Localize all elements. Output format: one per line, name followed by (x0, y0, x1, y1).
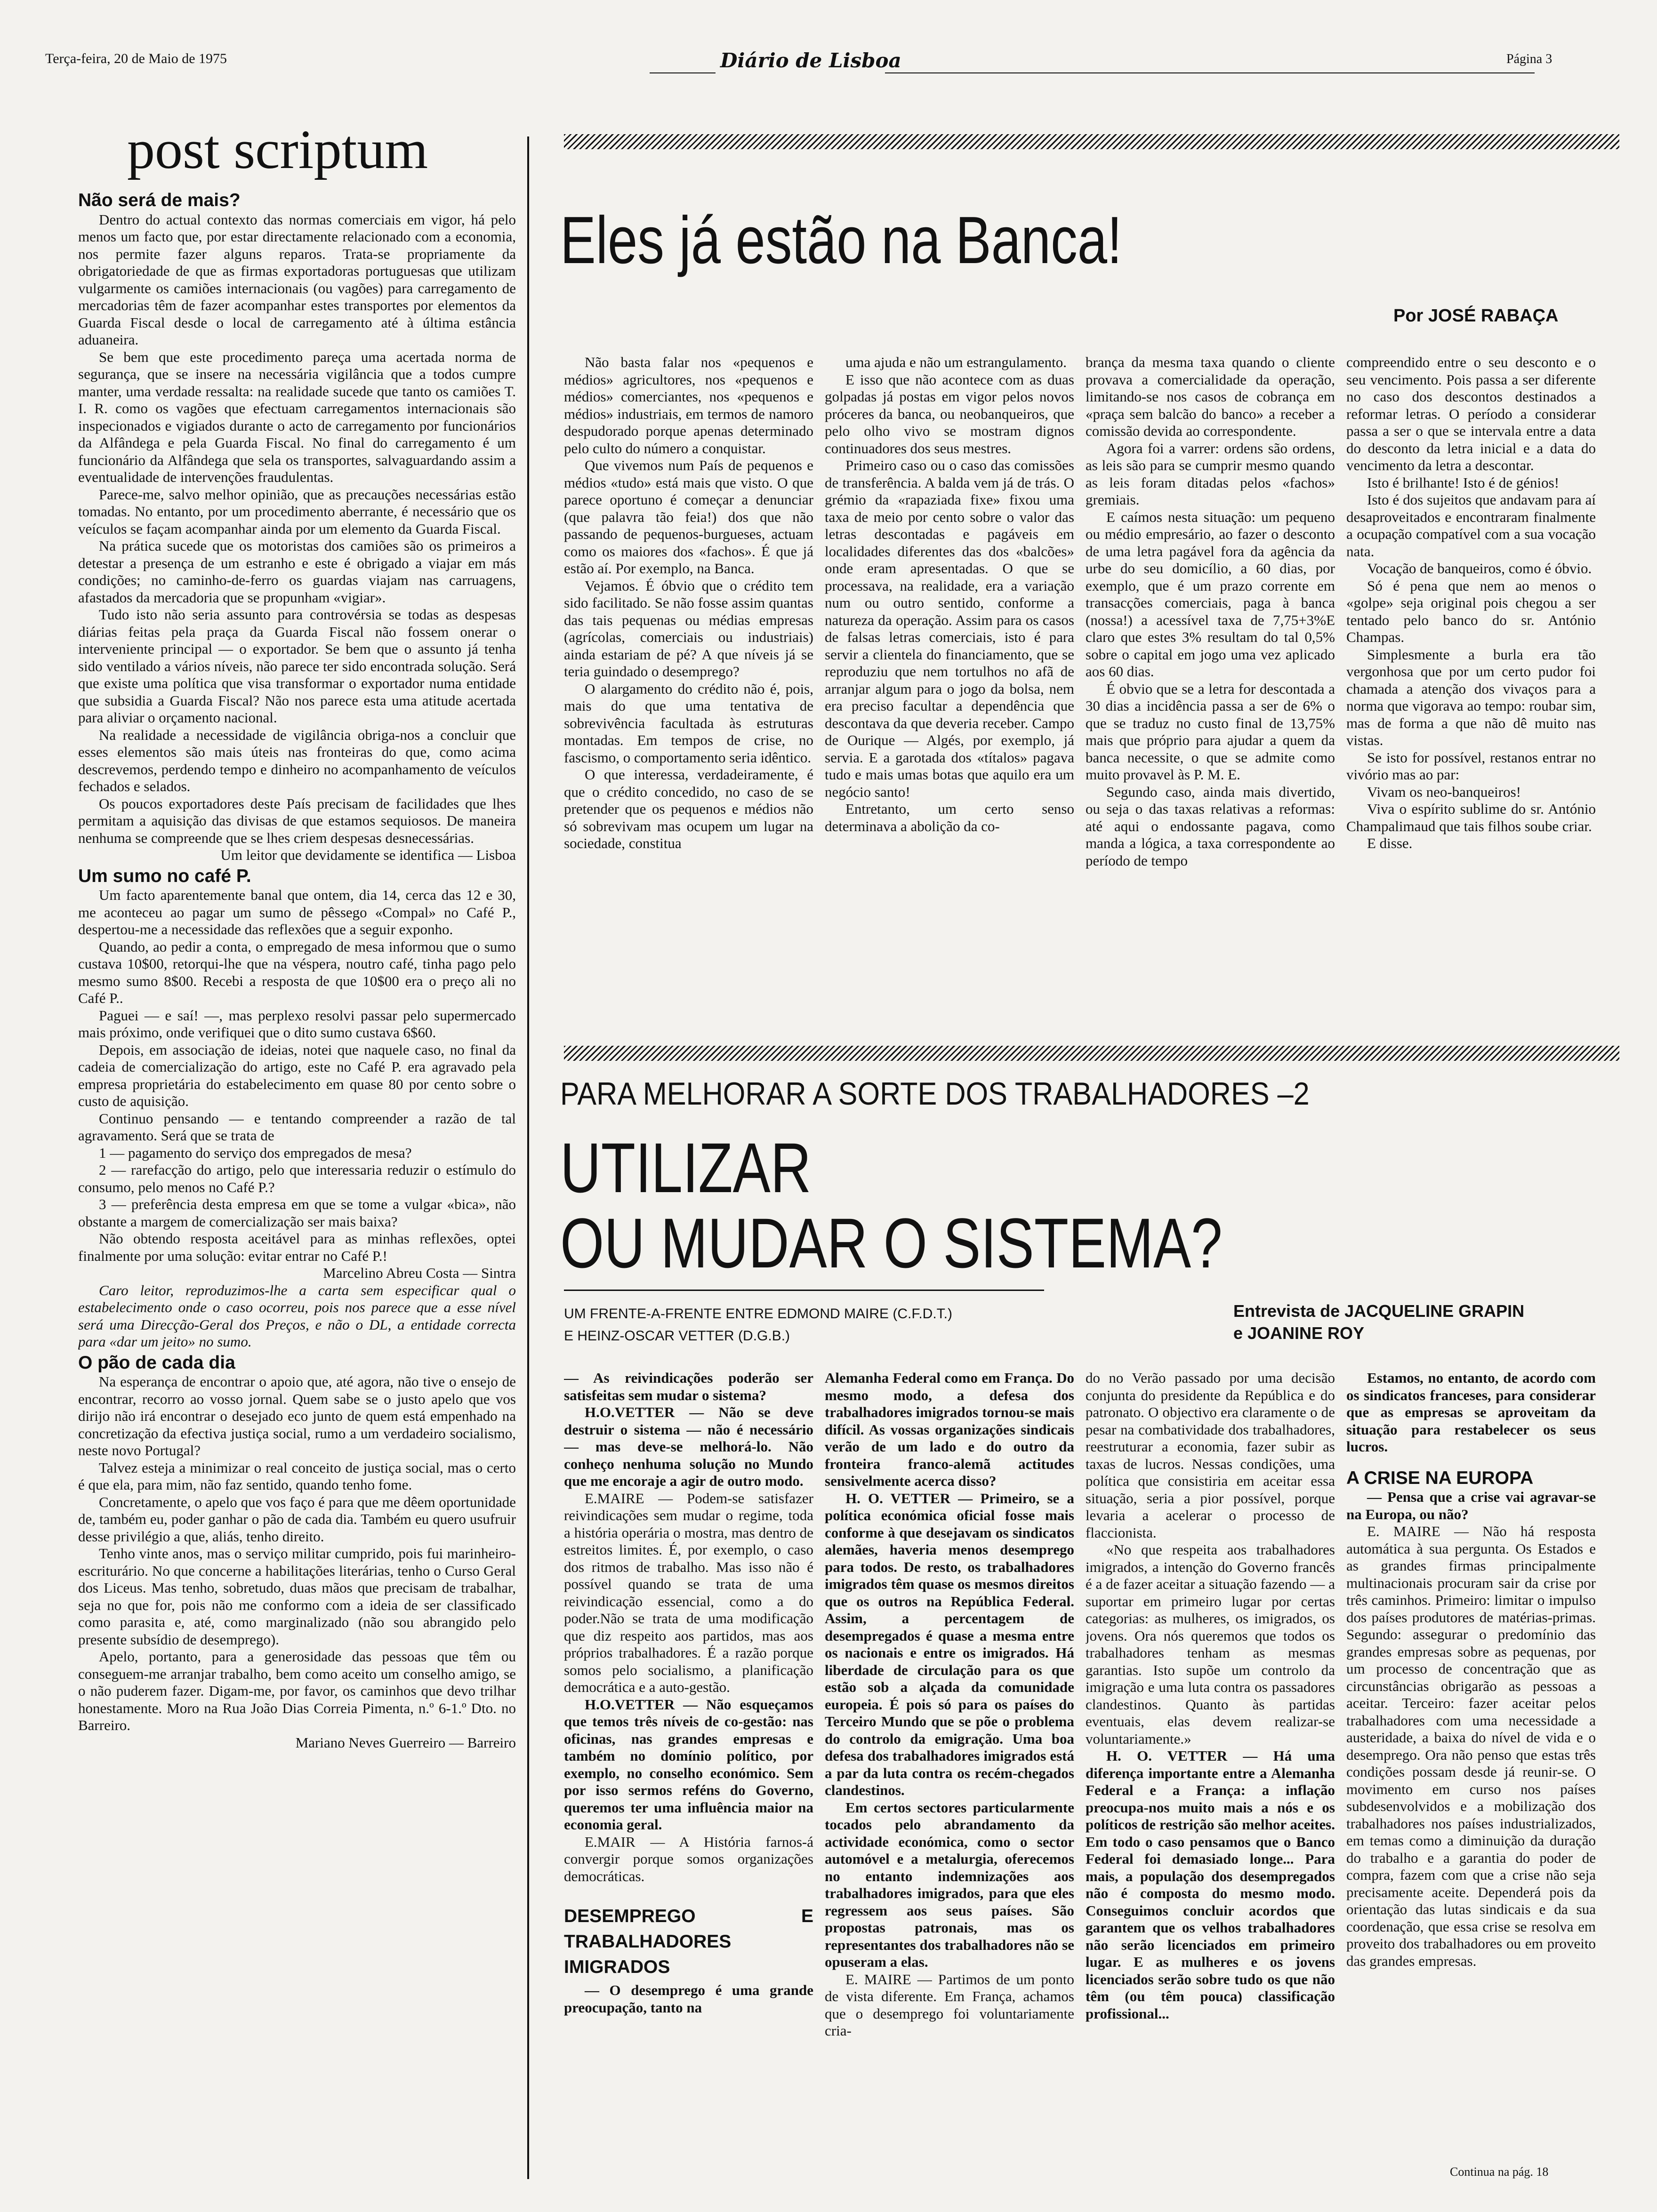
postscriptum-paragraph: Talvez esteja a minimizar o real conceito de justiça social, mas o certo é que ela, para mim, não faz sentido, quando tenho fome. (78, 1459, 516, 1493)
editor-note: Caro leitor, reproduzimos-lhe a carta sem especificar qual o estabelecimento onde o caso ocorreu, pois nos parece que a esse nível será uma Direcção-Geral dos Preços, e não o DL, a entidade correcta para «dar um jeito» no sumo. (78, 1282, 516, 1350)
sistema-paragraph: — O desemprego é uma grande preocupação, tanto na (564, 1982, 813, 2016)
postscriptum-paragraph: Na prática sucede que os motoristas dos camiões são os primeiros a detestar a presença de um estranho e este é obrigado a viajar em más condições; no caminho-de-ferro os guardas viajam nas carruagens, afastados da mercadoria que se propunham «vigiar». (78, 537, 516, 606)
postscriptum-paragraph: Tenho vinte anos, mas o serviço militar cumprido, pois fui marinheiro-escriturário. No que concerne a habilitações literárias, tenho o Curso Geral dos Liceus. Mas tenho, sobretudo, duas mãos que precisam de trabalhar, seja no que for, pois não me conformo com a ideia de ser classificado como parasita e, até, como marginalizado (não sou abrangido pelo presente subsídio de desemprego). (78, 1545, 516, 1648)
sistema-deck-line1: UM FRENTE-A-FRENTE ENTRE EDMOND MAIRE (C.F.D.T.) (564, 1306, 952, 1322)
postscriptum-paragraph: 1 — pagamento do serviço dos empregados de mesa? (99, 1144, 412, 1161)
postscriptum-paragraph: Na realidade a necessidade de vigilância obriga-nos a concluir que esses elementos são mais úteis nas fronteiras do que, como acima descrevemos, perdendo tempo e dinheiro no acompanhamento de veículos fechados e selados. (78, 726, 516, 794)
banca-paragraph: Se isto for possível, restanos entrar no vivório mas ao par: (1346, 749, 1596, 783)
sistema-paragraph: H.O.VETTER — Não esqueçamos que temos três níveis de co-gestão: nas oficinas, nas grandes empresas e também no domínio político, por exemplo, no conselho económico. Sem por isso sermos reféns do Governo, queremos ter uma influência maior na economia geral. (564, 1696, 813, 1833)
banca-paragraph: Não basta falar nos «pequenos e médios» agricultores, nos «pequenos e médios» comerciantes, nos «pequenos e médios» industriais, em termos de namoro despudorado porque apenas determinado pelo culto do número a conquistar. (564, 354, 813, 457)
postscriptum-paragraph: Tudo isto não seria assunto para controvérsia se todas as despesas diárias feitas pela praça da Guarda Fiscal não fossem onerar o interveniente principal — o exportador. Se bem que o assunto já tenha sido ventilado a vários níveis, não parece ter sido encontrada solução. Será que existe uma política que visa transformar o exportador numa entidade que subsidia a Guarda Fiscal? Não nos parece esta uma atitude acertada para aliviar o orçamento nacional. (78, 606, 516, 726)
sistema-paragraph: E.MAIRE — Podem-se satisfazer reivindicações sem mudar o regime, toda a história operária o mostra, mas dentro de estreitos limites. É, por exemplo, o caso dos ritmos de trabalho. Mas isso não é possível quando se trata de uma reivindicação essencial, como a do poder.Não se trata de uma modificação que diz respeito aos partidos, mas aos próprios trabalhadores. É a razão porque somos pelo socialismo, a planificação democrática e a auto-gestão. (564, 1490, 813, 1695)
column-divider (527, 136, 529, 2179)
postscriptum-paragraph: 3 — preferência desta empresa em que se tome a vulgar «bica», não obstante a margem de comercialização ser mais baixa? (78, 1196, 516, 1230)
postscriptum-s2-signature: Marcelino Abreu Costa — Sintra (323, 1265, 516, 1281)
sistema-col-3 (1086, 1370, 1335, 2179)
postscriptum-paragraph: Concretamente, o apelo que vos faço é para que me dêem oportunidade de, também eu, poder ganhar o pão de cada dia. Também eu quero usufruir desse privilégio a que, aliás, tenho direito. (78, 1493, 516, 1545)
banca-paragraph: Segundo caso, ainda mais divertido, ou seja o das taxas relativas a reformas: até aqui o endossante pagava, como manda a lógica, a taxa correspondente ao período de tempo (1086, 783, 1335, 869)
banca-paragraph: compreendido entre o seu desconto e o seu vencimento. Pois passa a ser diferente no caso dos descontos destinados a reformar letras. O período a considerar passa a ser o que se intervala entre a data do desconto da letra inicial e a data do vencimento da letra a descontar. (1346, 354, 1596, 473)
page-number: Página 3 (1506, 52, 1552, 66)
continua-note: Continua na pág. 18 (1450, 2165, 1549, 2179)
sistema-paragraph: E.MAIR — A História farnos-á convergir porque somos organizações democráticas. (564, 1833, 813, 1884)
banca-paragraph: Entretanto, um certo senso determinava a abolição da co- (825, 801, 1074, 834)
postscriptum-title: post scriptum (127, 119, 428, 180)
sistema-paragraph: Em certos sectores particularmente tocados pelo abrandamento da actividade económica, como o sector automóvel e a metalurgia, oferecemos no entanto indemnizações aos trabalhadores imigrados, para que eles regressem aos seus países. São propostas patronais, mas os representantes dos trabalhadores não se opuseram a elas. (825, 1799, 1074, 1970)
postscriptum-s3-signature: Mariano Neves Guerreiro — Barreiro (295, 1734, 516, 1751)
sistema-paragraph: Estamos, no entanto, de acordo com os sindicatos franceses, para considerar que as empresas se aproveitam da situação para restabelecer os seus lucros. (1346, 1370, 1596, 1455)
banca-paragraph: Simplesmente a burla era tão vergonhosa que por um certo pudor foi chamada a atenção dos vivaços para a norma que vigorava ao tempo: roubar sim, mas de forma a que não dê muito nas vistas. (1346, 646, 1596, 748)
banca-paragraph: Que vivemos num País de pequenos e médios «tudo» está mais que visto. O que parece oportuno é começar a denunciar (que palavra tão feia!) dos que não passando de pequenos-burgueses, actuam como os maiores dos «fachos». É que já estão aí. Por exemplo, na Banca. (564, 457, 813, 577)
sistema-paragraph: — As reivindicações poderão ser satisfeitas sem mudar o sistema? (564, 1370, 813, 1403)
banca-paragraph: uma ajuda e não um estrangulamento. (845, 354, 1067, 370)
banca-byline: Por JOSÉ RABAÇA (1393, 306, 1559, 326)
banca-col-4 (1346, 354, 1596, 1032)
sistema-credit-line2: e JOANINE ROY (1233, 1323, 1365, 1343)
deck-rule (564, 1290, 1044, 1291)
masthead: Diário de Lisboa (720, 49, 901, 72)
banca-paragraph: Primeiro caso ou o caso das comissões de transferência. A balda vem já de trás. O grémio da «rapaziada fixe» fixou uma taxa de meio por cento sobre o valor das letras descontadas e pagáveis em localidades diferentes das dos «balcões» onde eram apresentadas. O que se processava, na realidade, era a variação num ou outro sentido, conforme a natureza da operação. Assim para os casos de falsas letras comerciais, isto é para servir a clientela do financiamento, que se reproduziu que nem tortulhos no afã de arranjar algum para o jogo da bolsa, nem era preciso facultar a dependência que descontava da que deveria receber. Campo de Ourique — Algés, por exemplo, já servia. E a garotada dos «títalos» pagava tudo e mais umas botas que aquilo era um negócio santo! (825, 457, 1074, 800)
sistema-paragraph: Alemanha Federal como em França. Do mesmo modo, a defesa dos trabalhadores imigrados tornou-se mais difícil. As vossas organizações sindicais verão de um lado e do outro da fronteira franco-alemã actitudes sensivelmente acerca disso? (825, 1370, 1074, 1489)
sistema-deck-line2: E HEINZ-OSCAR VETTER (D.G.B.) (564, 1328, 790, 1344)
postscriptum-paragraph: Paguei — e saí! —, mas perplexo resolvi passar pelo supermercado mais próximo, onde verifiquei que o dito sumo custava 6$60. (78, 1007, 516, 1041)
sistema-col-4 (1346, 1370, 1596, 2160)
sistema-paragraph: H.O.VETTER — Não se deve destruir o sistema — não é necessário — mas deve-se melhorá-lo. Não conheço nenhuma solução no Mundo que me encoraje a agir de outro modo. (564, 1404, 813, 1489)
banca-paragraph: E disse. (1367, 835, 1413, 851)
postscriptum-paragraph: Parece-me, salvo melhor opinião, que as precauções necessárias estão tomadas. No entanto, por um procedimento aberrante, é necessário que os veículos se façam acompanhar ainda por um elemento da Guarda Fiscal. (78, 486, 516, 537)
postscriptum-paragraph: 2 — rarefacção do artigo, pelo que interessaria reduzir o estímulo do consumo, pelo menos no Café P.? (78, 1162, 516, 1195)
postscriptum-s1-signature: Um leitor que devidamente se identifica — Lisboa (220, 847, 516, 863)
banca-top-hatch (564, 134, 1619, 149)
banca-paragraph: O alargamento do crédito não é, pois, mais do que uma tentativa de sobrevivência facultada às estruturas montadas. Em tempos de crise, no fascismo, o comportamento seria idêntico. (564, 680, 813, 766)
header-rule-right (885, 72, 1535, 73)
banca-paragraph: Agora foi a varrer: ordens são ordens, as leis são para se cumprir mesmo quando as leis foram ditadas pelos «fachos» gremiais. (1086, 440, 1335, 508)
banca-col-2 (825, 354, 1074, 1032)
postscriptum-paragraph: Continuo pensando — e tentando compreender a razão de tal agravamento. Será que se trata de (78, 1110, 516, 1144)
postscriptum-paragraph: Não obtendo resposta aceitável para as minhas reflexões, optei finalmente por uma solução: evitar entrar no Café P.! (78, 1230, 516, 1264)
header-rule-left (650, 72, 716, 73)
sistema-paragraph: — Pensa que a crise vai agravar-se na Europa, ou não? (1346, 1489, 1596, 1523)
postscriptum-paragraph: Dentro do actual contexto das normas comerciais em vigor, há pelo menos um facto que, por estar directamente relacionado com a economia, nos permite fazer alguns reparos. Trata-se propriamente da obrigatoriedade de que as firmas exportadoras portuguesas que utilizam vulgarmente os camiões internacionais (ou vagões) para carregamento de mercadorias têm de fazer acompanhar estes transportes por elementos da Guarda Fiscal desde o local de carregamento até à última estância aduaneira. (78, 211, 516, 348)
sistema-paragraph: E. MAIRE — Partimos de um ponto de vista diferente. Em França, achamos que o desemprego foi voluntariamente cria- (825, 1971, 1074, 2039)
banca-paragraph: E isso que não acontece com as duas golpadas já postas em vigor pelos novos próceres da banca, ou neobanqueiros, que pelo olho vivo se mostram dignos continuadores dos seus mestres. (825, 371, 1074, 457)
sistema-kicker: PARA MELHORAR A SORTE DOS TRABALHADORES –2 (560, 1076, 1310, 1112)
banca-paragraph: E caímos nesta situação: um pequeno ou médio empresário, ao fazer o desconto de uma letra pagável fora da agência da urbe do seu domicílio, a 60 dias, por exemplo, que é um prazo corrente em transacções comerciais, paga à banca (nossa!) a acessível taxa de 7,75+3%E claro que estes 3% resultam do tal 0,5% sobre o capital em jogo uma vez aplicado aos 60 dias. (1086, 508, 1335, 680)
postscriptum-paragraph: Os poucos exportadores deste País precisam de facilidades que lhes permitam a aquisição das divisas de que estamos sequiosos. De maneira nenhuma se compreende que se lhes criem despesas desnecessárias. (78, 795, 516, 846)
sistema-credit-line1: Entrevista de JACQUELINE GRAPIN (1233, 1301, 1525, 1321)
sistema-col-1 (564, 1370, 813, 2179)
banca-col-3 (1086, 354, 1335, 1032)
sistema-paragraph: H. O. VETTER — Há uma diferença importante entre a Alemanha Federal e a França: a inflação preocupa-nos muito mais a nós e os políticos de restrição são melhor aceites. Em todo o caso pensamos que o Banco Federal foi demasiado longe... Para mais, a população dos desempregados não é composta do mesmo modo. Conseguimos concluir acordos que garantem que os velhos trabalhadores não serão licenciados em primeiro lugar. E as mulheres e os jovens licenciados serão sobre tudo os que não têm (ou têm pouca) classificação profissional... (1086, 1747, 1335, 2022)
banca-paragraph: Só é pena que nem ao menos o «golpe» seja original pois chegou a ser tentado pelo banco do sr. António Champas. (1346, 577, 1596, 645)
banca-paragraph: Isto é brilhante! Isto é de génios! (1367, 474, 1560, 491)
banca-paragraph: brança da mesma taxa quando o cliente provava a comercialidade da operação, limitando-se nos casos de cobrança em «praça sem balcão do banco» a receber a comissão devida ao correspondente. (1086, 354, 1335, 439)
sistema-subhead-crise: A CRISE NA EUROPA (1346, 1467, 1534, 1488)
postscriptum-paragraph: Depois, em associação de ideias, notei que naquele caso, no final da cadeia de comercialização do artigo, este no Café P. era agravado pela empresa proprietária do estabelecimento em quase 80 por cento sobre o custo de aquisição. (78, 1041, 516, 1109)
postscriptum-paragraph: Apelo, portanto, para a generosidade das pessoas que têm ou conseguem-me arranjar trabalho, bem como aceito um conselho amigo, se o não puderem fazer. Digam-me, por favor, os caminhos que devo trilhar honestamente. Moro na Rua João Dias Correia Pimenta, n.º 6-1.º Dto. no Barreiro. (78, 1648, 516, 1733)
postscriptum-s3-title: O pão de cada dia (78, 1352, 235, 1373)
postscriptum-paragraph: Quando, ao pedir a conta, o empregado de mesa informou que o sumo custava 10$00, retorqui-lhe que na véspera, noutro café, tinha pago pelo mesmo sumo 8$00. Recebi a resposta de que 10$00 era o preço ali no Café P.. (78, 938, 516, 1006)
sistema-subhead-desemprego: DESEMPREGO E TRABALHADORES IMIGRADOS (564, 1906, 813, 1977)
sistema-paragraph: «No que respeita aos trabalhadores imigrados, a intenção do Governo francês é a de fazer aceitar a situação fazendo — a suportar em primeiro lugar por certas categorias: as mulheres, os imigrados, os jovens. Ora nós queremos que todos os trabalhadores tenham as mesmas garantias. Isto supõe um controlo da imigração e uma luta contra os passadores clandestinos. Quanto às partidas eventuais, elas devem realizar-se voluntariamente.» (1086, 1541, 1335, 1747)
banca-paragraph: Vocação de banqueiros, como é óbvio. (1367, 560, 1592, 577)
banca-paragraph: Vivam os neo-banqueiros! (1367, 783, 1521, 800)
sistema-paragraph: do no Verão passado por uma decisão conjunta do presidente da República e do patronato. O objectivo era claramente o de pesar na combatividade dos trabalhadores, reestruturar a economia, fazer subir as taxas de lucros. Nessas condições, uma política que consistiria em aceitar essa situação, seria a pior possível, porque levaria a acelerar o processo de flaccionista. (1086, 1370, 1335, 1541)
postscriptum-paragraph: Um facto aparentemente banal que ontem, dia 14, cerca das 12 e 30, me aconteceu ao pagar um sumo de pêssego «Compal» no Café P., despertou-me a necessidade das reflexões que a seguir exponho. (78, 887, 516, 938)
sistema-paragraph: E. MAIRE — Não há resposta automática à sua pergunta. Os Estados e as grandes firmas principalmente multinacionais procuram sair da crise por três caminhos. Primeiro: limitar o impulso dos países produtores de matérias-primas. Segundo: assegurar o predomínio das grandes empresas sobre as pequenas, por um processo de concentração que as circunstâncias obrigarão as pessoas a aceitar. Terceiro: fazer aceitar pelos trabalhadores com uma necessidade a austeridade, a baixa do nível de vida e o desemprego. Ora não penso que estas três condições possam desde já reunir-se. O movimento em curso nos países subdesenvolvidos e a mobilização dos trabalhadores nos países industrializados, em temas como a diminuição da duração do trabalho e a garantia do poder de compra, fazem com que a crise não seja precisamente aceite. Dependerá pois da orientação das lutas sindicais e da sua coordenação, que essa crise se resolva em proveito dos trabalhadores ou em proveito das grandes empresas. (1346, 1523, 1596, 1969)
sistema-top-hatch (564, 1046, 1619, 1061)
sistema-headline-line1: UTILIZAR (560, 1128, 812, 1207)
banca-paragraph: Isto é dos sujeitos que andavam para aí desaproveitados e encontraram finalmente a ocupação compatível com a sua vocação nata. (1346, 491, 1596, 560)
postscriptum-paragraph: Se bem que este procedimento pareça uma acertada norma de segurança, que se insere na necessária vigilância que a todos cumpre manter, uma verdade ressalta: na realidade sucede que tanto os camiões T. I. R. como os vagões que efectuam carregamentos internacionais são inspecionados e vigiados durante o acto de carregamento por funcionários da Alfândega e pela Guarda Fiscal. No final do carregamento é um funcionário da Alfândega que sela os transportes, salvaguardando assim a eventualidade de intervenções fraudulentas. (78, 348, 516, 485)
banca-col-1 (564, 354, 813, 1032)
banca-paragraph: O que interessa, verdadeiramente, é que o crédito concedido, no caso de se pretender que os pequenos e médios não só sobrevivam mas ocupem um lugar na sociedade, constitua (564, 766, 813, 851)
banca-headline: Eles já estão na Banca! (560, 203, 1122, 278)
postscriptum-column (78, 188, 516, 2174)
banca-paragraph: É obvio que se a letra for descontada a 30 dias a incidência passa a ser de 6% o que se traduz no custo final de 13,75% mais que próprio para ajudar a quem da banca necessite, o que se admite como muito provavel às P. M. E. (1086, 680, 1335, 783)
sistema-col-2 (825, 1370, 1074, 2179)
postscriptum-s1-title: Não será de mais? (78, 190, 241, 210)
sistema-paragraph: H. O. VETTER — Primeiro, se a política económica oficial fosse mais conforme à que desejavam os sindicatos alemães, haveria menos desemprego para todos. De resto, os trabalhadores imigrados têm quase os mesmos direitos que os outros na República Federal. Assim, a percentagem de desempregados é quase a mesma entre os nacionais e entre os imigrados. Há liberdade de circulação para os que estão sob a alçada da comunidade europeia. É pois só para os países do Terceiro Mundo que se põe o problema do controlo da emigração. Uma boa defesa dos trabalhadores imigrados está a par da luta contra os recém-chegados clandestinos. (825, 1490, 1074, 1798)
page-date: Terça-feira, 20 de Maio de 1975 (45, 51, 227, 66)
banca-paragraph: Viva o espírito sublime do sr. António Champalimaud que tais filhos soube criar. (1346, 801, 1596, 834)
sistema-headline-line2: OU MUDAR O SISTEMA? (560, 1203, 1223, 1282)
banca-paragraph: Vejamos. É óbvio que o crédito tem sido facilitado. Se não fosse assim quantas das tais pequenas ou médias empresas (agrícolas, comerciais ou industriais) ainda estariam de pé? A que níveis já se teria guindado o desemprego? (564, 577, 813, 680)
postscriptum-paragraph: Na esperança de encontrar o apoio que, até agora, não tive o ensejo de encontrar, recorro ao vosso jornal. Quem sabe se o justo apelo que vos dirijo não irá encontrar o desejado eco junto de quem está empenhado na concretização da efectiva justiça social, rumo a um verdadeiro socialismo, neste novo Portugal? (78, 1373, 516, 1459)
postscriptum-s2-title: Um sumo no café P. (78, 866, 251, 886)
